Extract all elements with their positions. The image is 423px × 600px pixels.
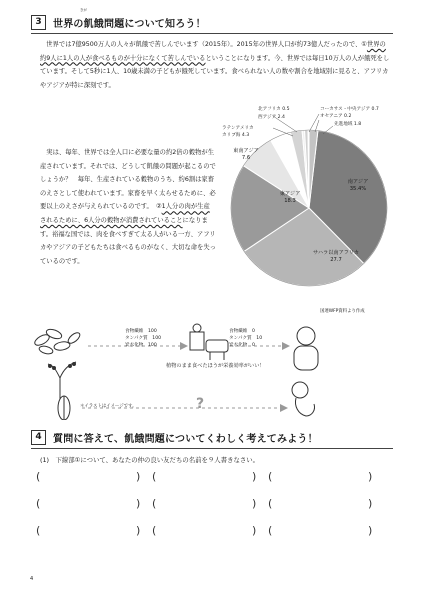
- answer-paren-open: (: [36, 497, 41, 510]
- pie-label-developed: 先進地域 1.8: [334, 122, 362, 127]
- pie-label-south-asia: 南アジア 35.4%: [347, 179, 369, 192]
- pie-label-latin-america: ラテンアメリカ カリブ海 4.3: [222, 126, 254, 138]
- page-number: 4: [30, 576, 34, 582]
- pie-label-north-africa: 北アフリカ 0.5: [258, 107, 290, 112]
- underline-1: 世界の約9人に1人の人が食べるものが十分になくて苦しんでいる: [40, 41, 386, 62]
- section-title: 世界の飢餓問題について知ろう！: [53, 18, 206, 30]
- answer-field-3[interactable]: [278, 472, 366, 484]
- livestock-icon: [190, 324, 228, 360]
- answer-paren-close: ): [252, 497, 257, 510]
- answer-paren-open: (: [152, 497, 157, 510]
- answer-paren-close: ): [368, 497, 373, 510]
- illustration-note: ＊イラストはイメージです。: [80, 404, 137, 409]
- rice-plant-icon: [48, 362, 76, 400]
- answer-field-5[interactable]: [162, 499, 250, 511]
- furigana: きが: [80, 8, 87, 12]
- underline-2: 1人分の肉が生産されるために、6人分の穀物が消費されていること: [40, 203, 210, 224]
- answer-paren-close: ): [252, 470, 257, 483]
- section-3-rule: [31, 33, 393, 34]
- answer-paren-close: ): [136, 524, 141, 537]
- nutrition-left: 食物繊維 100 タンパク質 100 炭水化物 100: [125, 329, 162, 348]
- answer-field-1[interactable]: [46, 472, 134, 484]
- nutrition-right: 食物繊維 0 タンパク質 10 炭水化物 0: [229, 329, 263, 348]
- answer-field-4[interactable]: [46, 499, 134, 511]
- food-illustration: [30, 320, 330, 420]
- pie-label-sub-saharan-africa: サハラ以南アフリカ 27.7: [312, 250, 360, 263]
- answer-field-7[interactable]: [46, 526, 134, 538]
- hunger-pie-chart: [205, 110, 413, 306]
- section-number: 3: [31, 15, 46, 30]
- corn-icon: [58, 396, 70, 420]
- paragraph-1: 世界では7億9500万人の人々が飢餓で苦しんでいます（2015年）。2015年の世界人口が約73億人だったので、①世界の約9人に1人の人が食べるものが十分になくて苦しんでいるということになります。今、世界では毎日10万人の人が餓死をしています。そして5秒に1人、10歳未満の子どもが餓死しています。食べられない人の数や割合を地域別に見ると、アフリカやアジアが特に深刻です。: [40, 41, 390, 89]
- well-fed-child-icon: [294, 327, 318, 370]
- answer-paren-open: (: [268, 497, 273, 510]
- answer-paren-close: ): [252, 524, 257, 537]
- pie-label-caucasus: コーカサス・中央アジア 0.7: [320, 107, 379, 112]
- section-3-header: [31, 14, 206, 30]
- answer-paren-close: ): [368, 524, 373, 537]
- answer-paren-open: (: [152, 524, 157, 537]
- answer-paren-close: ): [368, 470, 373, 483]
- section-title: 質問に答えて、飢餓問題についてくわしく考えてみよう！: [53, 433, 318, 445]
- starving-child-icon: [292, 382, 315, 416]
- paragraph-2: 実は、毎年、世界では全人口に必要な量の約2倍の穀物が生産されています。それでは、どうして飢餓の問題が起こるのでしょうか？ 毎年、生産されている穀物のうち、約6割は家畜のえさとして使われています。家畜を早く太らせるために、必要以上のえさが与えられているのです。 ②1人分の肉が生産されるために、6人分の穀物が消費されていることになります。裕福な国では、肉を食べすぎて太る人がいる一方、アフリカやアジアの子どもたちは食べるものがなく、大切な命を失っているのです。: [40, 149, 216, 265]
- pie-label-southeast-asia: 東南アジア 7.6: [233, 148, 259, 161]
- chart-source: 国連WFP資料より作成: [320, 309, 365, 314]
- answer-paren-open: (: [36, 524, 41, 537]
- answer-field-9[interactable]: [278, 526, 366, 538]
- beans-icon: [33, 328, 82, 356]
- answer-paren-open: (: [268, 470, 273, 483]
- answer-field-2[interactable]: [162, 472, 250, 484]
- answer-paren-open: (: [268, 524, 273, 537]
- section-4-header: [31, 429, 318, 445]
- answer-paren-close: ): [136, 470, 141, 483]
- answer-field-6[interactable]: [278, 499, 366, 511]
- pie-label-oceania: オセアニア 0.2: [320, 114, 352, 119]
- pie-leader-line: [309, 114, 319, 132]
- question-mark: ?: [196, 396, 205, 412]
- answer-field-8[interactable]: [162, 526, 250, 538]
- section-4-rule: [31, 448, 393, 449]
- pie-label-east-asia: 東アジア 18.3: [279, 191, 301, 204]
- answer-paren-close: ): [136, 497, 141, 510]
- question-1: (1) 下線部①について、あなたの仲の良い友だちの名前を９人書きなさい。: [40, 456, 260, 464]
- pie-label-west-asia: 西アジア 2.4: [258, 115, 285, 120]
- answer-paren-open: (: [36, 470, 41, 483]
- answer-paren-open: (: [152, 470, 157, 483]
- section-number: 4: [31, 430, 46, 445]
- efficiency-caption: 植物のまま食べたほうが栄養効率がいい！: [166, 363, 265, 369]
